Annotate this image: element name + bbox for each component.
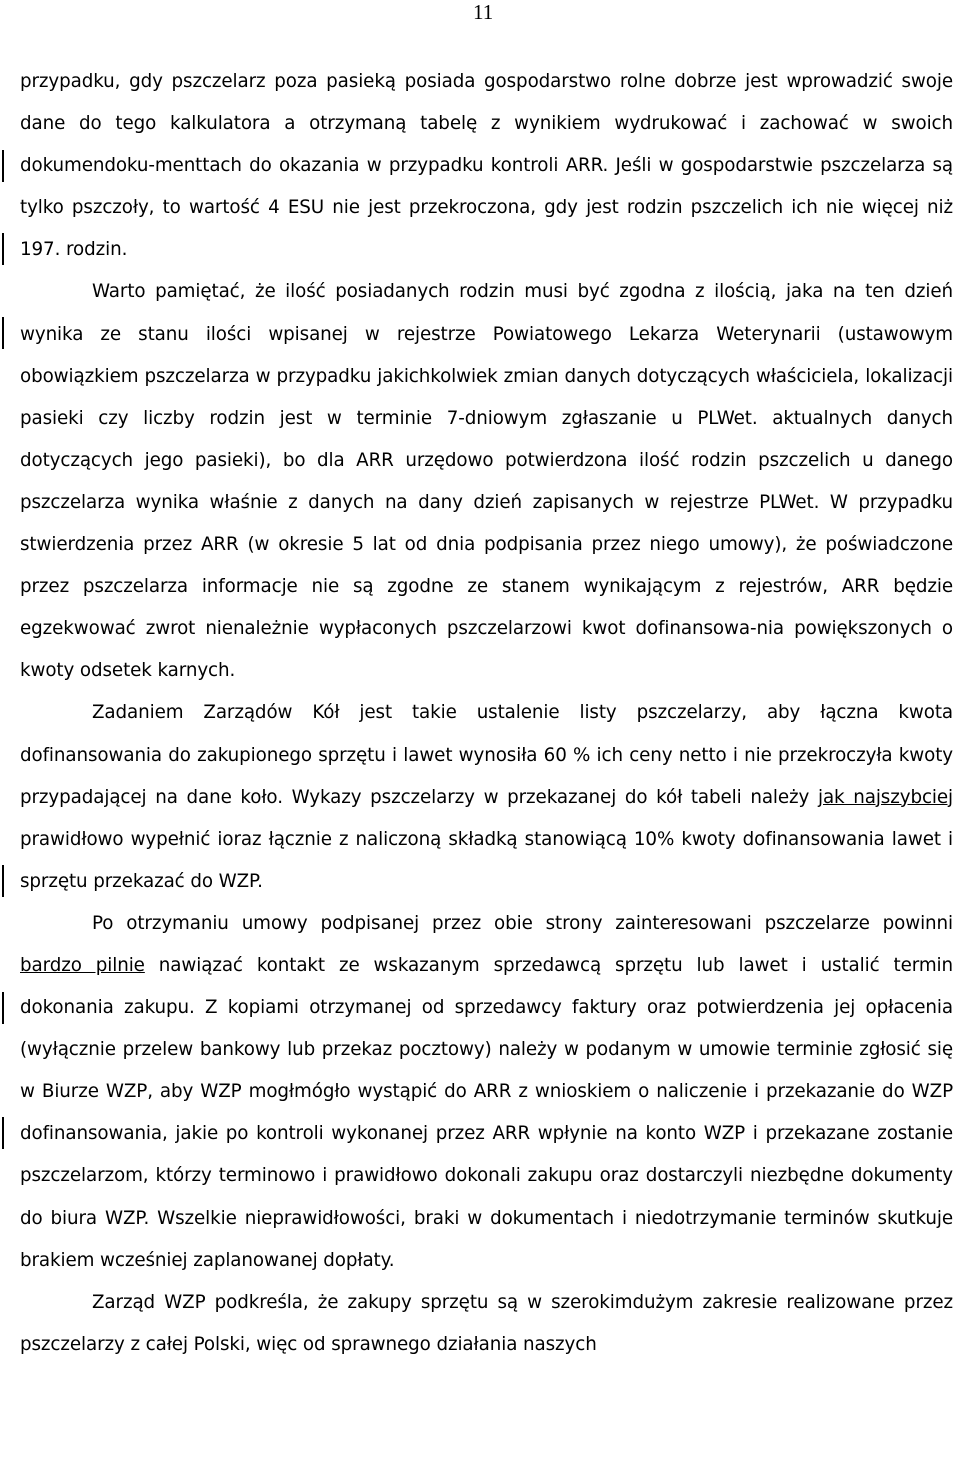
text-run: Zarząd WZP podkreśla, że zakupy sprzętu są w szerokimdużym zakresie realizowane przez pszczelarzy z całej Polski, więc od sprawnego działania naszych — [20, 1291, 953, 1355]
text-run: Warto pamiętać, że ilość posiadanych rodzin musi być zgodna z ilością, jaka na ten dzień wynika ze stanu ilości wpisanej w rejestrze Powiatowego Lekarza Weterynarii (ustawowym obowiązkiem pszczelarza w przypadku jakichkolwiek zmian danych dotyczących właściciela, lokalizacji pasieki czy liczby rodzin jest w terminie 7-dniowym zgłaszanie u PLWet. aktualnych danych dotyczących jego pasieki), bo dla ARR urzędowo potwierdzona ilość rodzin pszczelich u danego pszczelarza wynika właśnie z danych na dany dzień zapisanych w rejestrze PLWet. W przypadku stwierdzenia przez ARR (w okresie 5 lat od dnia podpisania przez niego umowy), że poświadczone przez pszczelarza informacje nie są zgodne ze stanem wynikającym z rejestrów, ARR będzie egzekwować zwrot nienależnie wypłaconych pszczelarzowi kwot dofinansowa-nia powiększonych o kwoty odsetek karnych. — [20, 281, 953, 682]
paragraph-p4 — [20, 903, 953, 1282]
text-run: prawidłowo wypełnić ioraz łącznie z naliczoną składką stanowiącą 10% kwoty dofinansowania lawet i sprzętu przekazać do WZP. — [20, 828, 953, 892]
paragraph-p3 — [20, 692, 953, 902]
underlined-text: jak najszybciej — [817, 786, 953, 808]
revision-bar — [2, 317, 4, 349]
paragraph-p1 — [20, 61, 953, 271]
text-run: nawiązać kontakt ze wskazanym sprzedawcą sprzętu lub lawet i ustalić termin dokonania zakupu. Z kopiami otrzymanej od sprzedawcy faktury oraz potwierdzenia jej opłacenia (wyłącznie przelew bankowy lub przekaz pocztowy) należy w podanym w umowie terminie zgłosić się w Biurze WZP, aby WZP mogłmógło wystąpić do ARR z wnioskiem o naliczenie i przekazanie do WZP dofinansowania, jakie po kontroli wykonanej przez ARR wpłynie na konto WZP i przekazane zostanie pszczelarzom, którzy terminowo i prawidłowo dokonali zakupu oraz dostarczyli niezbędne dokumenty do biura WZP. Wszelkie nieprawidłowości, braki w dokumentach i niedotrzymanie terminów skutkuje brakiem wcześniej zaplanowanej dopłaty. — [20, 954, 954, 1271]
paragraph-p2 — [20, 271, 953, 692]
revision-bar — [2, 865, 4, 897]
text-run: Po otrzymaniu umowy podpisanej przez obie strony zainteresowani pszczelarze powinni — [92, 912, 953, 934]
underlined-text: bardzo pilnie — [20, 954, 145, 976]
document-body — [20, 61, 953, 1366]
revision-bar — [2, 992, 4, 1024]
revision-bar — [2, 233, 4, 265]
page-number: 11 — [473, 0, 494, 24]
revision-bar — [2, 1117, 4, 1149]
revision-bar — [2, 150, 4, 182]
text-run: Zadaniem Zarządów Kół jest takie ustalenie listy pszczelarzy, aby łączna kwota dofinansowania do zakupionego sprzętu i lawet wynosiła 60 % ich ceny netto i nie przekroczyła kwoty przypadającej na dane koło. Wykazy pszczelarzy w przekazanej do kół tabeli należy — [20, 702, 953, 808]
paragraph-p5 — [20, 1282, 953, 1366]
text-run: przypadku, gdy pszczelarz poza pasieką posiada gospodarstwo rolne dobrze jest wprowadzić swoje dane do tego kalkulatora a otrzymaną tabelę z wynikiem wydrukować i zachować w swoich dokumendoku-menttach do okazania w przypadku kontroli ARR. Jeśli w gospodarstwie pszczelarza są tylko pszczoły, to wartość 4 ESU nie jest przekroczona, gdy jest rodzin pszczelich ich nie więcej niż 197. rodzin. — [20, 71, 953, 261]
